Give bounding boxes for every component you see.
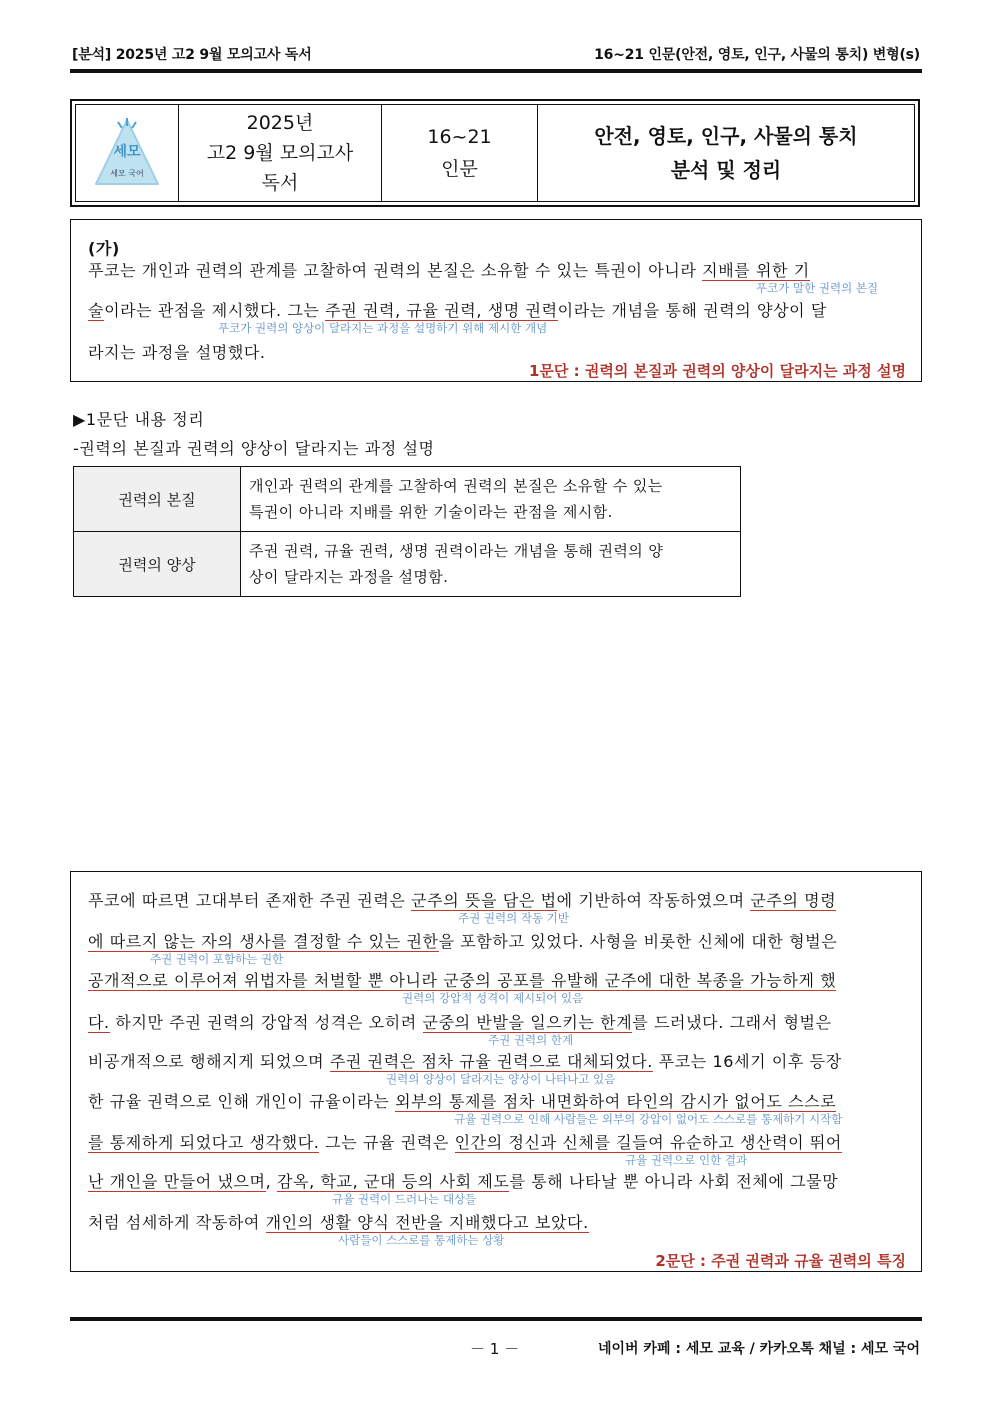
underline-span: 지배를 위한 기 xyxy=(702,261,810,280)
summary-key: 권력의 본질 xyxy=(74,467,241,532)
annotation-note: 권력의 강압적 성격이 제시되어 있음 xyxy=(402,991,584,1005)
passage-2-line-7: 를 통제하게 되었다고 생각했다. 그는 규율 권력은 인간의 정신과 신체를 길들여 유순하고 생산력이 뛰어 xyxy=(88,1133,842,1152)
logo-cell xyxy=(76,105,179,201)
table-row xyxy=(74,467,741,532)
exam-subject: 독서 xyxy=(261,172,299,194)
paragraph-1-summary-label: 1문단 : 권력의 본질과 권력의 양상이 달라지는 과정 설명 xyxy=(529,362,906,380)
page-number: － 1 － xyxy=(470,1340,520,1358)
passage-genre: 인문 xyxy=(441,158,478,180)
logo-text-top: 세모 xyxy=(113,144,141,160)
passage-2-line-2: 에 따르지 않는 자의 생사를 결정할 수 있는 권한을 포함하고 있었다. 사형을 비롯한 신체에 대한 형벌은 xyxy=(88,932,838,951)
passage-2-line-1: 푸코에 따르면 고대부터 존재한 주권 권력은 군주의 뜻을 담은 법에 기반하여 작동하였으며 군주의 명령 xyxy=(88,891,837,910)
summary-value: 개인과 권력의 관계를 고찰하여 권력의 본질은 소유할 수 있는 특권이 아니라 지배를 위한 기술이라는 관점을 제시함. xyxy=(241,467,741,532)
summary-key: 권력의 양상 xyxy=(74,532,241,597)
passage-1-label: (가) xyxy=(88,239,120,258)
passage-2-line-8: 난 개인을 만들어 냈으며, 감옥, 학교, 군대 등의 사회 제도를 통해 나타날 뿐 아니라 사회 전체에 그물망 xyxy=(88,1172,839,1191)
underline-span: 외부의 통제를 점차 내면화하여 타인의 감시가 없어도 스스로 xyxy=(395,1092,837,1111)
annotation-note: 주권 권력의 작동 기반 xyxy=(458,911,569,925)
footer-rule xyxy=(70,1317,922,1321)
exam-cell xyxy=(179,105,382,201)
summary-title: ▶1문단 내용 정리 xyxy=(73,410,205,429)
passage-2-line-3 xyxy=(88,968,836,991)
table-row xyxy=(74,532,741,597)
annotation-note: 푸코가 말한 권력의 본질 xyxy=(756,281,879,295)
underline-span: 주권 권력은 점차 규율 권력으로 대체되었다. xyxy=(329,1052,653,1071)
question-range: 16~21 xyxy=(427,126,492,148)
logo-text-bottom: 세모 국어 xyxy=(110,169,144,178)
underline-span: 난 개인을 만들어 냈으며 xyxy=(88,1172,266,1191)
exam-name: 고2 9월 모의고사 xyxy=(206,142,354,164)
annotation-note: 규율 권력으로 인해 사람들은 외부의 강압이 없어도 스스로를 통제하기 시작함 xyxy=(454,1112,843,1126)
header-right-title: 16~21 인문(안전, 영토, 인구, 사물의 통치) 변형(s) xyxy=(594,47,920,63)
underline-span: 를 통제하게 되었다고 생각했다. xyxy=(88,1133,320,1152)
underline-span: 주권 권력, 규율 권력, 생명 권력 xyxy=(325,301,558,320)
exam-year: 2025년 xyxy=(246,112,314,134)
semo-logo-icon xyxy=(92,116,162,190)
annotation-note: 사람들이 스스로를 통제하는 상황 xyxy=(338,1233,505,1247)
underline-span: 다. xyxy=(88,1013,110,1032)
underline-span: 군중의 반발을 일으키는 한계 xyxy=(422,1013,633,1032)
header-rule xyxy=(70,69,922,73)
passage-2-line-5: 비공개적으로 행해지게 되었으며 주권 권력은 점차 규율 권력으로 대체되었다. 푸코는 16세기 이후 등장 xyxy=(88,1052,842,1071)
annotation-note: 푸코가 권력의 양상이 달라지는 과정을 설명하기 위해 제시한 개념 xyxy=(218,321,548,335)
underline-span: 공개적으로 이루어져 위법자를 처벌할 뿐 아니라 군중의 공포를 유발해 군주에 대한 복종을 가능하게 했 xyxy=(88,971,837,990)
underline-span: 군주의 뜻을 담은 법 xyxy=(411,891,557,910)
summary-subtitle: -권력의 본질과 권력의 양상이 달라지는 과정 설명 xyxy=(73,439,435,458)
passage-2-line-9: 처럼 섬세하게 작동하여 개인의 생활 양식 전반을 지배했다고 보았다. xyxy=(88,1213,589,1232)
passage-2-line-6: 한 규율 권력으로 인해 개인이 규율이라는 외부의 통제를 점차 내면화하여 타인의 감시가 없어도 스스로 xyxy=(88,1092,837,1111)
passage-2-line-4: 다. 하지만 주권 권력의 강압적 성격은 오히려 군중의 반발을 일으키는 한계를 드러냈다. 그래서 형벌은 xyxy=(88,1013,832,1032)
passage-1-line-3: 라지는 과정을 설명했다. xyxy=(88,343,266,362)
summary-table xyxy=(73,466,741,597)
passage-1-line-2: 술이라는 관점을 제시했다. 그는 주권 권력, 규율 권력, 생명 권력이라는 개념을 통해 권력의 양상이 달 xyxy=(88,301,827,320)
topic-cell xyxy=(538,105,914,201)
underline-span: 에 따르지 않는 자의 생사를 결정할 수 있는 권한 xyxy=(88,932,439,951)
annotation-note: 규율 권력으로 인한 결과 xyxy=(625,1153,748,1167)
range-cell xyxy=(382,105,538,201)
underline-span: 감옥, 학교, 군대 등의 사회 제도 xyxy=(277,1172,510,1191)
underline-span: 술 xyxy=(88,301,105,320)
topic-title: 안전, 영토, 인구, 사물의 통치 xyxy=(594,124,858,148)
annotation-note: 규율 권력이 드러나는 대상들 xyxy=(332,1192,477,1206)
underline-span: 인간의 정신과 신체를 길들여 유순하고 생산력이 뛰어 xyxy=(454,1133,842,1152)
annotation-note: 주권 권력의 한계 xyxy=(488,1033,574,1047)
paragraph-2-summary-label: 2문단 : 주권 권력과 규율 권력의 특징 xyxy=(655,1252,906,1270)
topic-subtitle: 분석 및 정리 xyxy=(670,158,782,182)
annotation-note: 주권 권력이 포함하는 권한 xyxy=(150,952,284,966)
summary-value: 주권 권력, 규율 권력, 생명 권력이라는 개념을 통해 권력의 양 상이 달라지는 과정을 설명함. xyxy=(241,532,741,597)
underline-span: 군주의 명령 xyxy=(750,891,837,910)
title-table xyxy=(70,99,920,207)
passage-1-line-1: 푸코는 개인과 권력의 관계를 고찰하여 권력의 본질은 소유할 수 있는 특권이 아니라 지배를 위한 기 xyxy=(88,261,810,280)
header-left-title: [분석] 2025년 고2 9월 모의고사 독서 xyxy=(72,47,312,63)
footer-contact: 네이버 카페 : 세모 교육 / 카카오톡 채널 : 세모 국어 xyxy=(597,1341,920,1357)
underline-span: 개인의 생활 양식 전반을 지배했다고 보았다. xyxy=(265,1213,589,1232)
annotation-note: 권력의 양상이 달라지는 양상이 나타나고 있음 xyxy=(386,1072,616,1086)
